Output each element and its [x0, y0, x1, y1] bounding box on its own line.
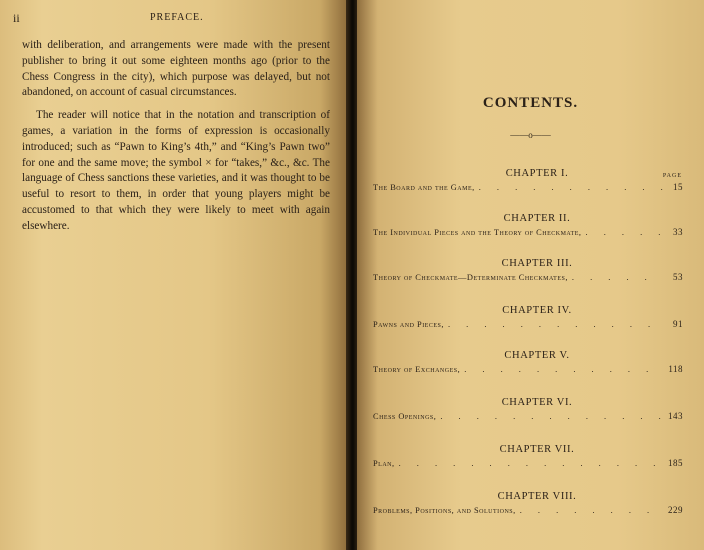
- toc-line: [373, 458, 683, 468]
- preface-paragraph: The reader will notice that in the notation and transcription of games, a variation in the forms of expression is occasionally introduced; such as “Pawn to King’s 4th,” and “King’s Pawn two” for one and the same move; the symbol × for “takes,” &c., &c. The language of Chess sanctions these varieties, and it was thought to be useful to resort to them, in order that young players might be accustomed to that which they were likely to meet with again elsewhere.: [22, 109, 330, 232]
- page-number: 143: [668, 411, 683, 421]
- toc-entry: [373, 213, 683, 237]
- chapter-title: The Board and the Game,: [373, 183, 475, 192]
- toc-line: [373, 411, 683, 421]
- left-page: [0, 0, 348, 550]
- leader-dots: [516, 506, 663, 515]
- preface-body: [22, 38, 330, 242]
- contents-heading: CONTENTS.: [482, 95, 579, 111]
- toc-line: [373, 364, 683, 374]
- chapter-heading: CHAPTER II.: [503, 213, 571, 224]
- toc-entry: [373, 491, 683, 515]
- page-number: 15: [673, 182, 683, 192]
- chapter-heading: CHAPTER III.: [501, 258, 573, 269]
- chapter-title: The Individual Pieces and the Theory of Checkmate,: [373, 228, 582, 237]
- page-number: 33: [673, 227, 683, 237]
- leader-dots: [444, 320, 663, 329]
- chapter-title: Pawns and Pieces,: [373, 320, 444, 329]
- page-number: 229: [668, 505, 683, 515]
- running-head-title: PREFACE.: [150, 12, 204, 23]
- preface-paragraph: with deliberation, and arrangements were made with the present publisher to bring it out some eighteen months ago (prior to the Chess Congress in the city), which purpose was delayed, but not abandoned, on account of casual circumstances.: [22, 39, 330, 99]
- chapter-title: Chess Openings,: [373, 412, 437, 421]
- leader-dots: [395, 459, 663, 468]
- leader-dots: [475, 183, 663, 192]
- leader-dots: [460, 365, 663, 374]
- toc-line: [373, 272, 683, 282]
- toc-line: [373, 182, 683, 192]
- toc-entry: [373, 350, 683, 374]
- chapter-title: Plan,: [373, 459, 395, 468]
- chapter-title: Theory of Exchanges,: [373, 365, 461, 374]
- chapter-heading: CHAPTER V.: [504, 350, 570, 361]
- toc-line: [373, 227, 683, 237]
- chapter-heading: CHAPTER VII.: [499, 444, 575, 455]
- page-number: 118: [668, 364, 683, 374]
- chapter-heading: CHAPTER IV.: [502, 305, 572, 316]
- ornament-rule: ——o——: [510, 130, 551, 140]
- leader-dots: [436, 412, 663, 421]
- toc-entry: [373, 168, 683, 192]
- toc-entry: [373, 444, 683, 468]
- page-column-label: PAGE: [662, 173, 682, 179]
- leader-dots: [582, 228, 663, 237]
- toc-entry: [373, 397, 683, 421]
- page-number: 53: [673, 272, 683, 282]
- page-number: 91: [673, 319, 683, 329]
- chapter-title: Theory of Checkmate—Determinate Checkmates,: [373, 273, 568, 282]
- page-folio: ii: [13, 11, 20, 25]
- toc-entry: [373, 305, 683, 329]
- toc-line: [373, 319, 683, 329]
- chapter-heading: CHAPTER VIII.: [497, 491, 577, 502]
- toc-entry: [373, 258, 683, 282]
- toc-line: [373, 505, 683, 515]
- chapter-heading: CHAPTER VI.: [501, 397, 573, 408]
- leader-dots: [568, 273, 663, 282]
- page-number: 185: [668, 458, 683, 468]
- chapter-title: Problems, Positions, and Solutions,: [373, 506, 516, 515]
- chapter-heading: CHAPTER I.: [505, 168, 569, 179]
- running-head: [0, 11, 348, 25]
